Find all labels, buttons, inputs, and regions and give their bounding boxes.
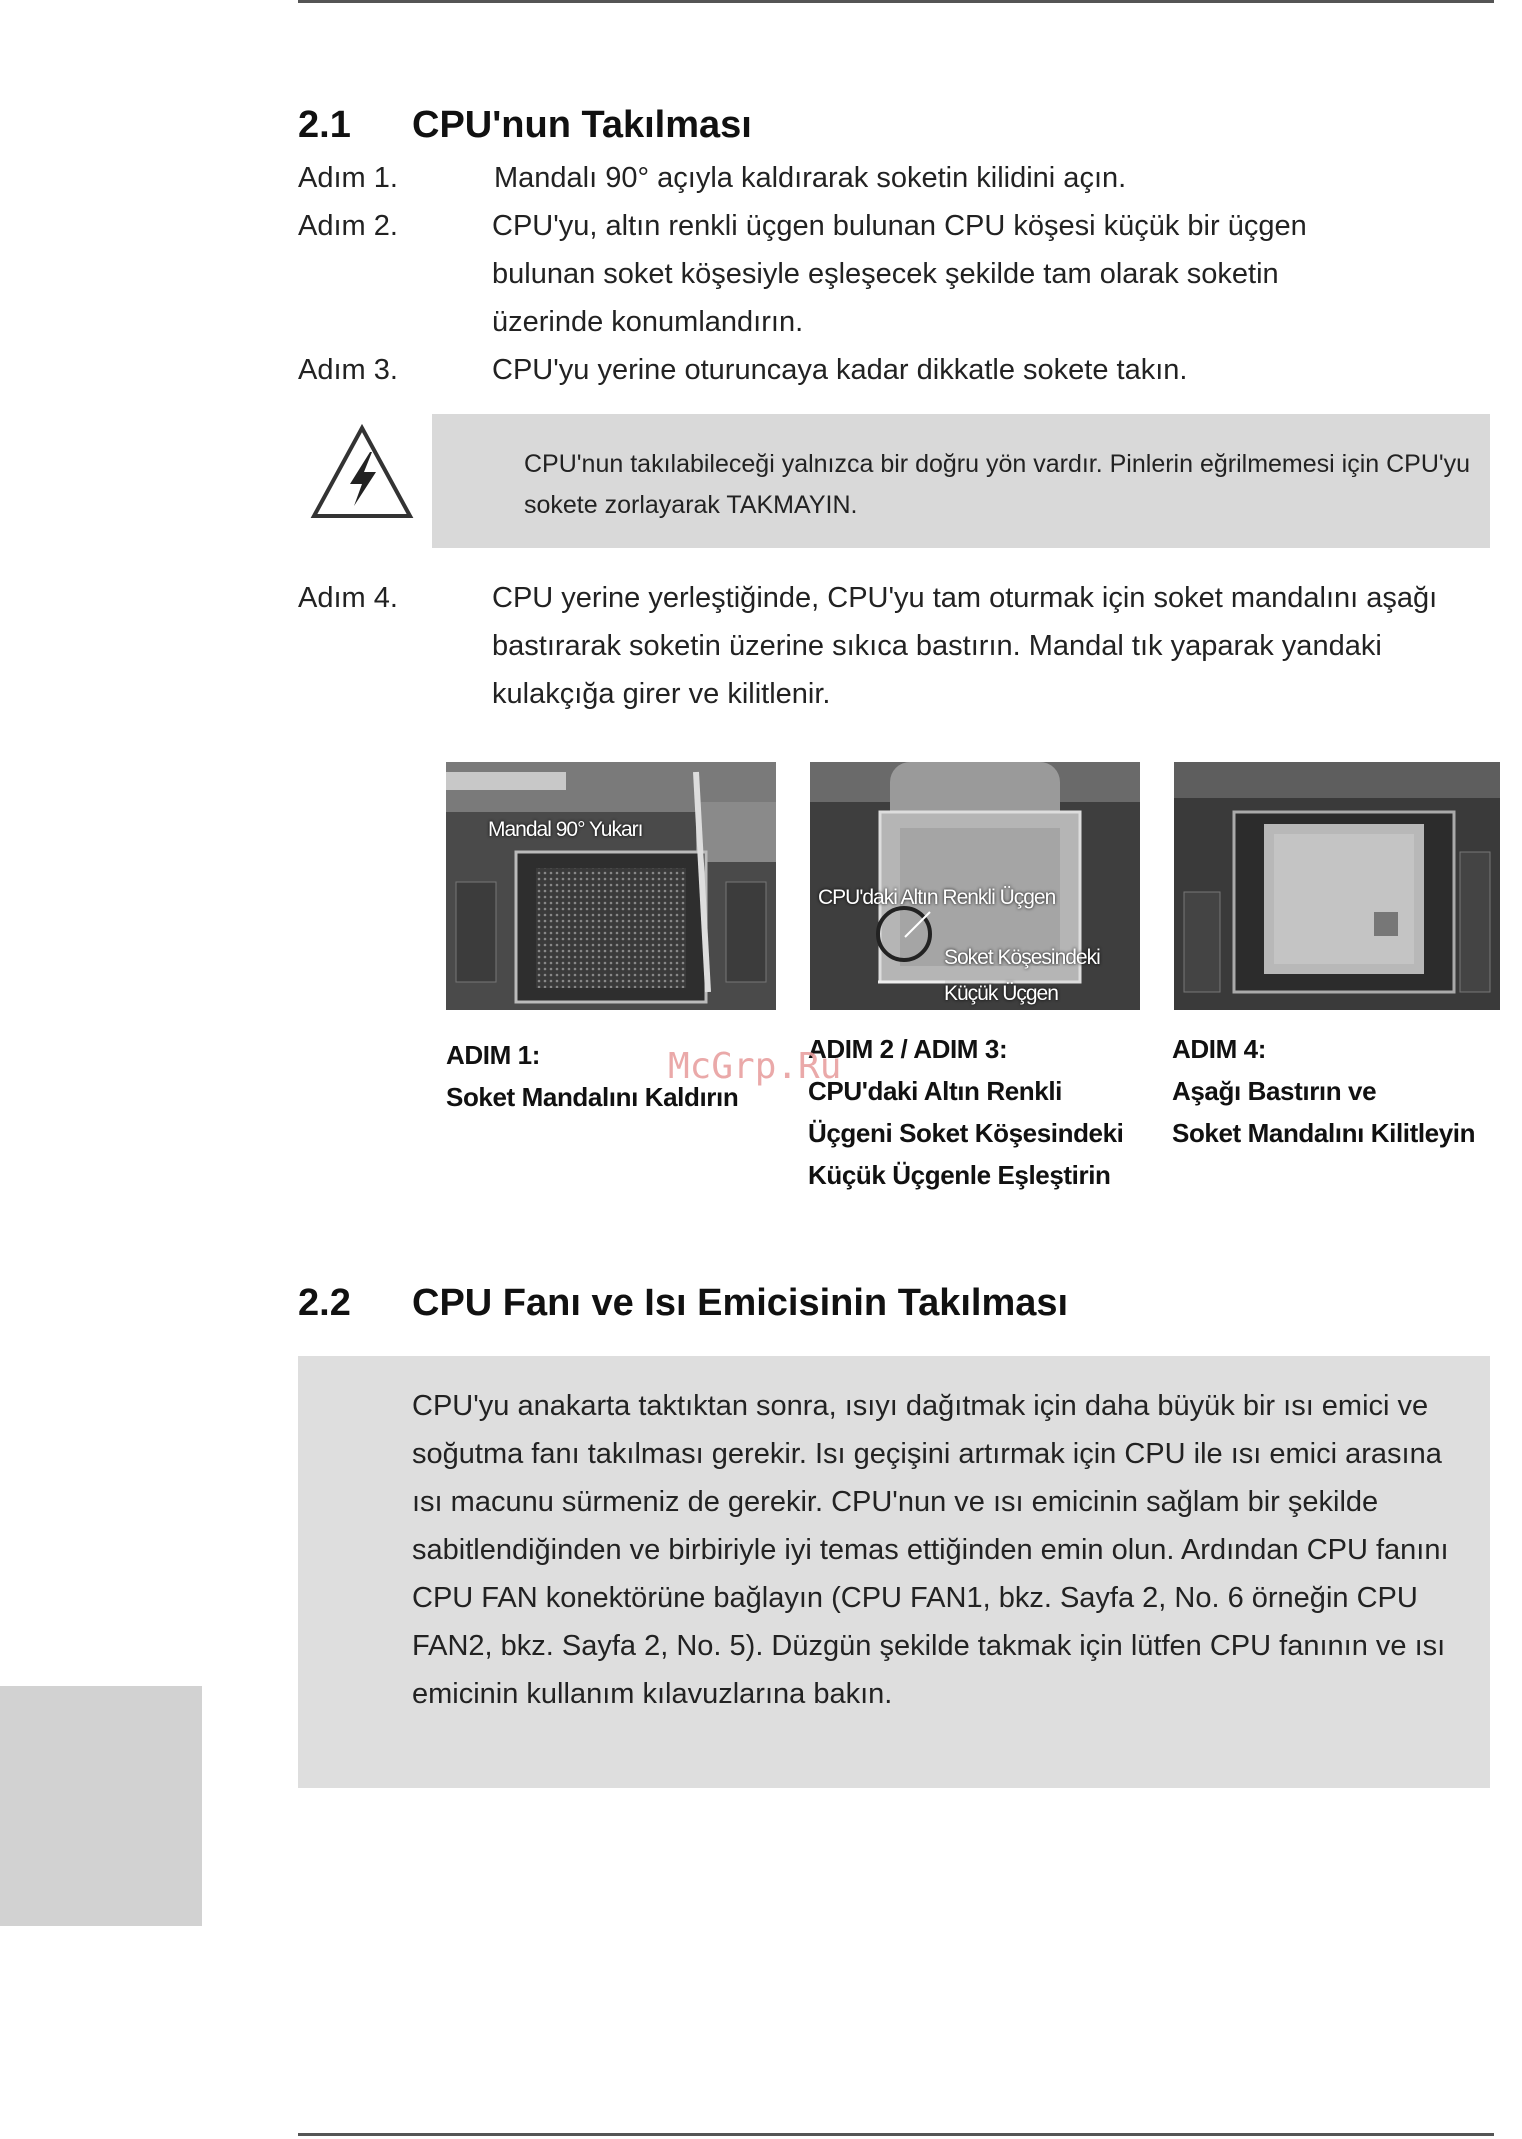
section-heading: CPU'nun Takılması — [412, 104, 752, 146]
caption-line: Üçgeni Soket Köşesindeki — [808, 1118, 1124, 1148]
top-rule — [298, 0, 1494, 3]
photo-cpu-alignment — [810, 762, 1140, 1010]
caption-step-4 — [1172, 1028, 1475, 1154]
step-4 — [298, 574, 1498, 718]
warning-icon — [310, 422, 414, 522]
step-label: Adım 3. — [298, 354, 398, 386]
caption-line: Aşağı Bastırın ve — [1172, 1076, 1377, 1106]
bottom-rule — [298, 2133, 1494, 2136]
caption-line: ADIM 1: — [446, 1040, 540, 1070]
photo-cpu-locked — [1174, 762, 1500, 1010]
section-number: 2.1 — [298, 104, 351, 146]
caption-line: Soket Mandalını Kaldırın — [446, 1082, 739, 1112]
side-tab — [0, 1686, 202, 1926]
step-text: CPU'yu yerine oturuncaya kadar dikkatle sokete takın. — [492, 354, 1188, 386]
section-number: 2.2 — [298, 1282, 351, 1324]
step-2 — [298, 202, 1478, 346]
step-label: Adım 2. — [298, 210, 398, 242]
step-1 — [298, 154, 1498, 202]
photo-overlay-label: Soket Köşesindeki — [944, 946, 1100, 969]
caption-line: Soket Mandalını Kilitleyin — [1172, 1118, 1476, 1148]
info-text: CPU'yu anakarta taktıktan sonra, ısıyı dağıtmak için daha büyük bir ısı emici ve soğutma fanı takılması gerekir. Isı geçişini artırmak için CPU ile ısı emici arasına ısı macunu sürmeniz de gerekir. CPU'nun ve ısı emicinin sağlam bir şekilde sabitlendiğinden ve birbiriyle iyi temas ettiğinden emin olun. Ardından CPU fanını CPU FAN konektörüne bağlayın (CPU FAN1, bkz. Sayfa 2, No. 6 örneğin CPU FAN2, bkz. Sayfa 2, No. 5). Düzgün şekilde takmak için lütfen CPU fanının ve ısı emicinin kullanım kılavuzlarına bakın. — [412, 1390, 1449, 1710]
step-label: Adım 1. — [298, 162, 398, 194]
step-text: Mandalı 90° açıyla kaldırarak soketin kilidini açın. — [494, 162, 1127, 194]
step-text: CPU yerine yerleştiğinde, CPU'yu tam oturmak için soket mandalını aşağı bastırarak soketin üzerine sıkıca bastırın. Mandal tık yaparak yandaki kulakçığa girer ve kilitlenir. — [492, 582, 1438, 710]
photo-overlay-label: Mandal 90° Yukarı — [488, 818, 643, 841]
step-label: Adım 4. — [298, 582, 398, 614]
photo-socket-lever-up — [446, 762, 776, 1010]
section-heading: CPU Fanı ve Isı Emicisinin Takılması — [412, 1282, 1069, 1324]
caption-line: ADIM 2 / ADIM 3: — [808, 1034, 1008, 1064]
section-title-fan-heatsink — [298, 1282, 1068, 1325]
caption-step-2-3 — [808, 1028, 1124, 1196]
warning-text: CPU'nun takılabileceği yalnızca bir doğru yön vardır. Pinlerin eğrilmemesi için CPU'yu sokete zorlayarak TAKMAYIN. — [524, 450, 1471, 519]
photo-overlay-label: CPU'daki Altın Renkli Üçgen — [818, 886, 1056, 909]
section-title-cpu-install — [298, 104, 752, 147]
step-3 — [298, 346, 1498, 394]
step-text: CPU'yu, altın renkli üçgen bulunan CPU köşesi küçük bir üçgen bulunan soket köşesiyle eşleşecek şekilde tam olarak soketin üzerinde konumlandırın. — [492, 210, 1307, 338]
caption-line: CPU'daki Altın Renkli — [808, 1076, 1062, 1106]
photo-overlay-label: Küçük Üçgen — [944, 982, 1058, 1005]
warning-box — [432, 414, 1490, 548]
caption-line: ADIM 4: — [1172, 1034, 1266, 1064]
watermark: McGrp.Ru — [668, 1046, 842, 1087]
info-box — [298, 1356, 1490, 1788]
caption-line: Küçük Üçgenle Eşleştirin — [808, 1160, 1111, 1190]
